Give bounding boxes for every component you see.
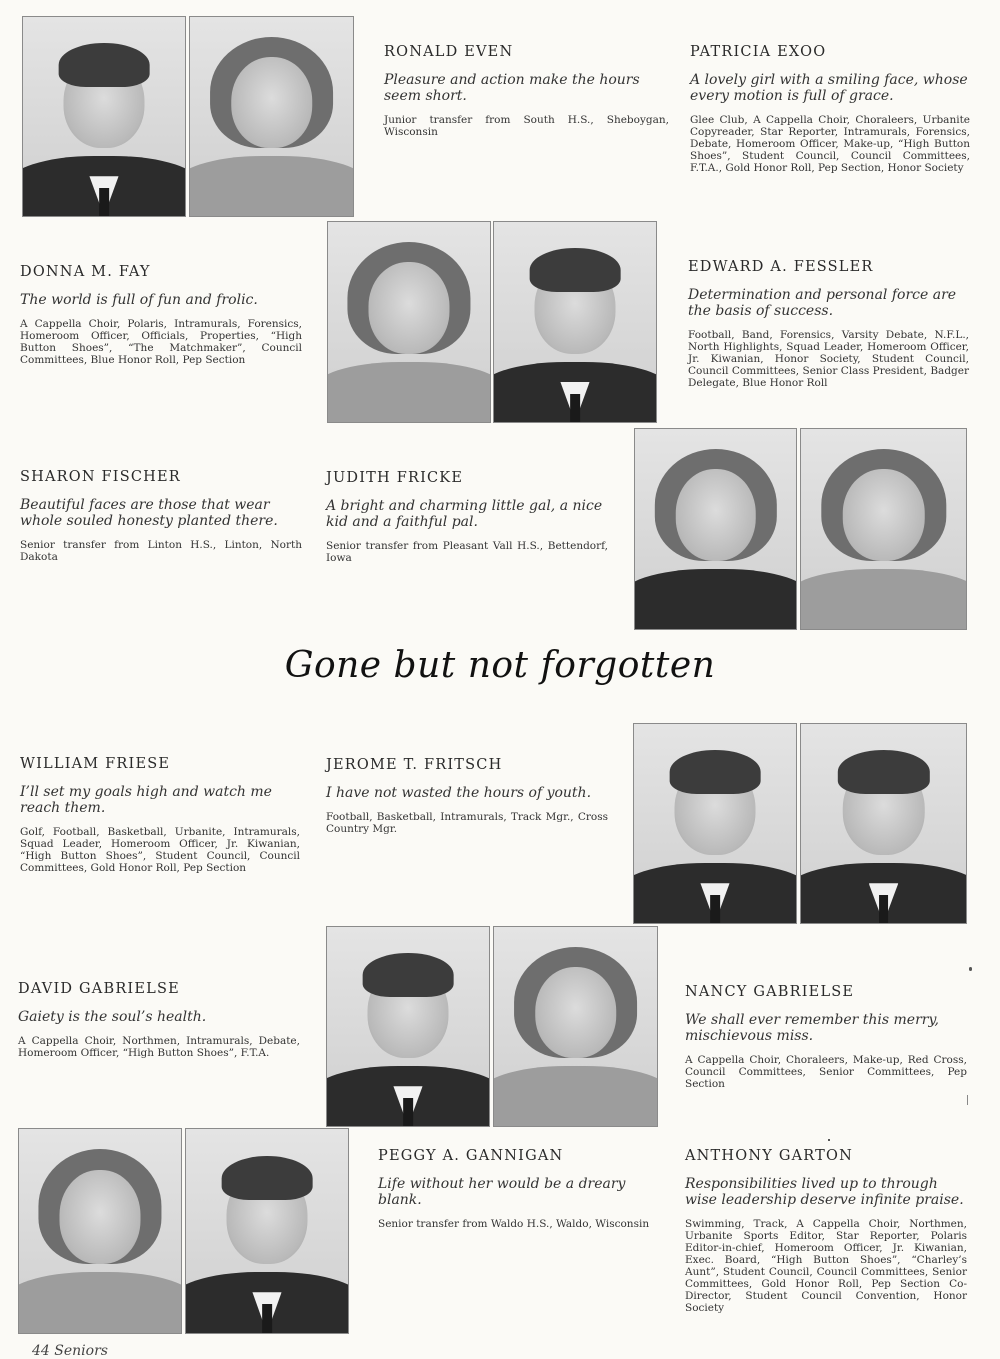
senior-motto: I have not wasted the hours of youth. (326, 785, 592, 801)
senior-activities: Golf, Football, Basketball, Urbanite, Intramurals, Squad Leader, Homeroom Officer, Jr. Kiwanian, “High Button Shoes”, Student Council, Council Committees, Gold Honor Roll, Pep Section (20, 826, 300, 874)
senior-name: PEGGY A. GANNIGAN (378, 1148, 564, 1164)
page-headline: Gone but not forgotten (284, 645, 716, 686)
senior-entry-judith-fricke (326, 470, 608, 564)
page-footer: 44 Seniors (32, 1343, 108, 1359)
print-speck (828, 1139, 830, 1141)
senior-motto: The world is full of fun and frolic. (20, 292, 258, 308)
senior-motto: We shall ever remember this merry, mischievous miss. (685, 1012, 939, 1044)
senior-entry-edward-fessler (688, 259, 969, 389)
senior-motto: A bright and charming little gal, a nice kid and a faithful pal. (326, 498, 603, 530)
portrait-photo-ronald-even (22, 16, 186, 217)
senior-activities: Swimming, Track, A Cappella Choir, Northmen, Urbanite Sports Editor, Star Reporter, Polaris Editor-in-chief, Homeroom Officer, Jr. Kiwanian, Exec. Board, “High Button Shoes”, “Charley’s Aunt”, Student Council, Council Committees, Senior Committees, Gold Honor Roll, Pep Section Co-Director, Student Council Convention, Honor Society (685, 1218, 967, 1314)
senior-entry-william-friese (20, 756, 300, 874)
senior-entry-anthony-garton (685, 1148, 967, 1314)
senior-name: ANTHONY GARTON (685, 1148, 853, 1164)
senior-motto: Gaiety is the soul’s health. (18, 1009, 207, 1025)
portrait-photo-nancy-gabrielse (493, 926, 658, 1127)
senior-name: WILLIAM FRIESE (20, 756, 171, 772)
senior-motto: Life without her would be a dreary blank. (378, 1176, 626, 1208)
portrait-photo-donna-fay (327, 221, 491, 423)
senior-entry-donna-fay (20, 264, 302, 366)
portrait-photo-judith-fricke (800, 428, 967, 630)
senior-entry-david-gabrielse (18, 981, 300, 1059)
senior-motto: Beautiful faces are those that wear whole souled honesty planted there. (20, 497, 278, 529)
senior-activities: Football, Basketball, Intramurals, Track Mgr., Cross Country Mgr. (326, 811, 608, 835)
portrait-photo-peggy-gannigan (18, 1128, 182, 1334)
portrait-photo-jerome-fritsch (800, 723, 967, 924)
senior-motto: Responsibilities lived up to through wise leadership deserve infinite praise. (685, 1176, 964, 1208)
senior-name: EDWARD A. FESSLER (688, 259, 874, 275)
portrait-photo-william-friese (633, 723, 797, 924)
portrait-photo-patricia-exoo (189, 16, 354, 217)
portrait-photo-anthony-garton (185, 1128, 349, 1334)
senior-activities: A Cappella Choir, Northmen, Intramurals, Debate, Homeroom Officer, “High Button Shoes”, F.T.A. (18, 1035, 300, 1059)
senior-entry-sharon-fischer (20, 469, 302, 563)
senior-activities: Football, Band, Forensics, Varsity Debate, N.F.L., North Highlights, Squad Leader, Homeroom Officer, Jr. Kiwanian, Honor Society, Student Council, Council Committees, Senior Class President, Badger Delegate, Blue Honor Roll (688, 329, 969, 389)
senior-entry-ronald-even (384, 44, 669, 138)
print-speck (969, 967, 972, 971)
senior-name: JEROME T. FRITSCH (326, 757, 503, 773)
senior-motto: I’ll set my goals high and watch me reach them. (20, 784, 272, 816)
senior-activities: Senior transfer from Waldo H.S., Waldo, Wisconsin (378, 1218, 650, 1230)
senior-entry-patricia-exoo (690, 44, 970, 174)
senior-name: SHARON FISCHER (20, 469, 181, 485)
print-speck (967, 1095, 968, 1105)
portrait-photo-sharon-fischer (634, 428, 797, 630)
senior-activities: Senior transfer from Pleasant Vall H.S., Bettendorf, Iowa (326, 540, 608, 564)
portrait-photo-david-gabrielse (326, 926, 490, 1127)
senior-name: DONNA M. FAY (20, 264, 151, 280)
senior-activities: Senior transfer from Linton H.S., Linton, North Dakota (20, 539, 302, 563)
senior-activities: A Cappella Choir, Choraleers, Make-up, Red Cross, Council Committees, Senior Committees, Pep Section (685, 1054, 967, 1090)
senior-entry-peggy-gannigan (378, 1148, 660, 1230)
senior-name: NANCY GABRIELSE (685, 984, 855, 1000)
senior-name: JUDITH FRICKE (326, 470, 464, 486)
senior-name: DAVID GABRIELSE (18, 981, 180, 997)
senior-name: PATRICIA EXOO (690, 44, 827, 60)
senior-activities: A Cappella Choir, Polaris, Intramurals, Forensics, Homeroom Officer, Officials, Properties, “High Button Shoes”, “The Matchmaker”, Council Committees, Blue Honor Roll, Pep Section (20, 318, 302, 366)
senior-activities: Junior transfer from South H.S., Sheboygan, Wisconsin (384, 114, 669, 138)
senior-activities: Glee Club, A Cappella Choir, Choraleers, Urbanite Copyreader, Star Reporter, Intramurals, Forensics, Debate, Homeroom Officer, Make-up, “High Button Shoes”, Student Council, Council Committees, F.T.A., Gold Honor Roll, Pep Section, Honor Society (690, 114, 970, 174)
senior-entry-jerome-fritsch (326, 757, 608, 835)
senior-motto: A lovely girl with a smiling face, whose every motion is full of grace. (690, 72, 968, 104)
senior-motto: Pleasure and action make the hours seem short. (384, 72, 640, 104)
portrait-photo-edward-fessler (493, 221, 657, 423)
senior-entry-nancy-gabrielse (685, 984, 967, 1090)
senior-name: RONALD EVEN (384, 44, 514, 60)
senior-motto: Determination and personal force are the basis of success. (688, 287, 957, 319)
